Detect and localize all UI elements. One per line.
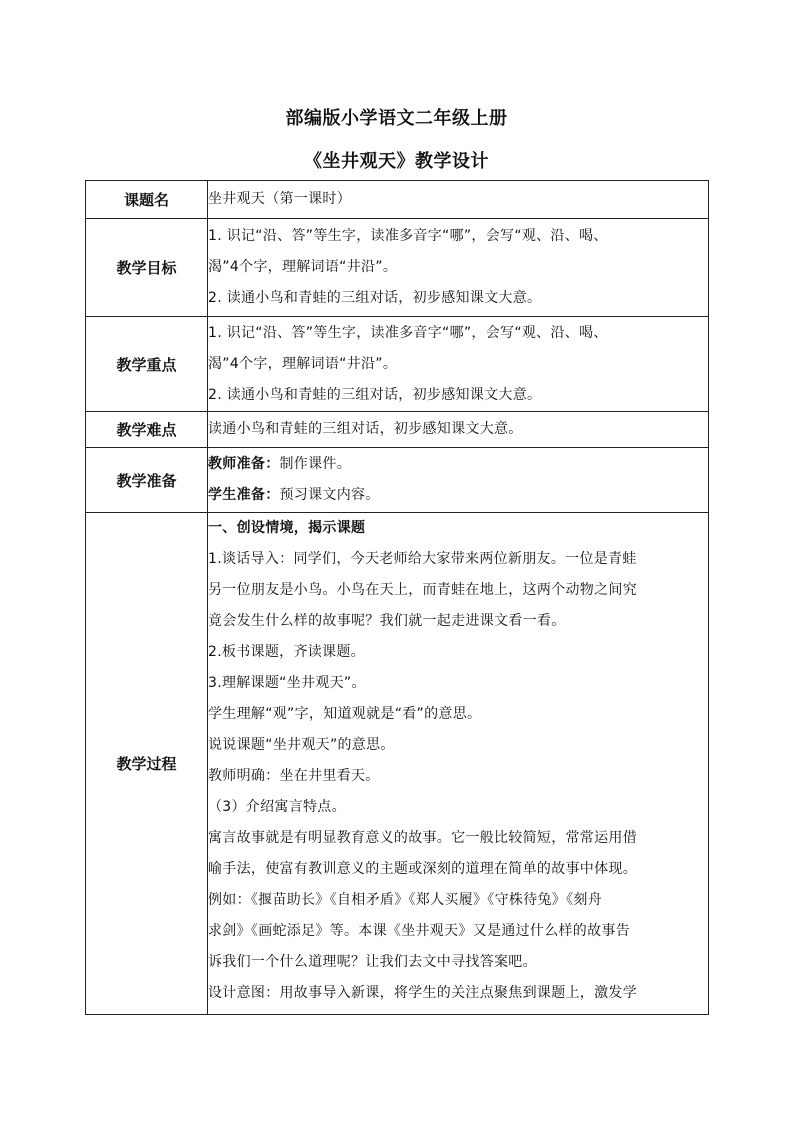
process-text-block [208,513,708,1014]
teacher-preparation-label: 教师准备： [208,456,280,472]
student-preparation [208,480,708,511]
process-line: 竟会发生什么样的故事呢？我们就一起走进课文看一看。 [208,613,566,629]
preparation-label: 教学准备 [86,448,208,513]
row-key-points [86,317,709,412]
process-line: 例如：《揠苗助长》《自相矛盾》《郑人买履》《守株待兔》《刻舟 [208,892,602,908]
row-difficulties [86,412,709,448]
process-line: 寓言故事就是有明显教育意义的故事。它一般比较简短，常常运用借 [208,830,637,846]
process-line: 2.板书课题，齐读课题。 [208,644,365,660]
key-points-line: 2. 读通小鸟和青蛙的三组对话，初步感知课文大意。 [208,386,542,403]
row-process [86,513,709,1015]
process-line: （3）介绍寓言特点。 [208,799,346,815]
teacher-preparation-text: 制作课件。 [279,456,351,472]
process-line: 学生理解“观”字，知道观就是“看”的意思。 [208,706,482,722]
teacher-preparation [208,449,708,480]
objectives-label: 教学目标 [86,219,208,317]
key-points-line: 渴”4个字，理解词语“井沿”。 [208,355,398,372]
key-points-content [208,317,709,412]
key-points-line: 1. 识记“沿、答”等生字，读准多音字“哪”，会写“观、沿、喝、 [208,324,608,341]
process-label: 教学过程 [86,513,208,1015]
student-preparation-text: 预习课文内容。 [279,487,380,503]
preparation-content [208,448,709,513]
document-title: 部编版小学语文二年级上册 [285,108,508,129]
difficulties-value: 读通小鸟和青蛙的三组对话，初步感知课文大意。 [208,412,709,448]
objectives-line: 1. 识记“沿、答”等生字，读准多音字“哪”，会写“观、沿、喝、 [208,228,608,244]
lesson-plan-table [85,180,709,1015]
objectives-content [208,219,709,317]
process-line: 设计意图：用故事导入新课，将学生的关注点聚焦到课题上，激发学 [208,985,637,1001]
process-line: 教师明确：坐在井里看天。 [208,768,380,784]
process-line: 诉我们一个什么道理呢？让我们去文中寻找答案吧。 [208,954,537,970]
objectives-line: 2. 读通小鸟和青蛙的三组对话，初步感知课文大意。 [208,290,542,306]
key-points-label: 教学重点 [86,317,208,412]
process-line: 1.谈话导入：同学们，今天老师给大家带来两位新朋友。一位是青蛙 [208,551,637,567]
process-section-heading: 一、创设情境，揭示课题 [208,520,366,536]
row-objectives [86,219,709,317]
objectives-line: 渴”4个字，理解词语“井沿”。 [208,259,398,275]
process-line: 求剑》《画蛇添足》等。本课《坐井观天》又是通过什么样的故事告 [208,923,630,939]
row-preparation [86,448,709,513]
topic-label: 课题名 [86,181,208,219]
process-line: 喻手法，使富有教训意义的主题或深刻的道理在简单的故事中体现。 [208,861,637,877]
student-preparation-label: 学生准备： [208,487,280,503]
process-line: 另一位朋友是小鸟。小鸟在天上，而青蛙在地上，这两个动物之间究 [208,582,637,598]
difficulties-label: 教学难点 [86,412,208,448]
topic-value: 坐井观天（第一课时） [208,181,709,219]
process-line: 说说课题“坐井观天”的意思。 [208,737,395,753]
process-line: 3.理解课题“坐井观天”。 [208,675,366,691]
document-subtitle: 《坐井观天》教学设计 [304,151,489,172]
process-content [208,513,709,1015]
row-topic [86,181,709,219]
